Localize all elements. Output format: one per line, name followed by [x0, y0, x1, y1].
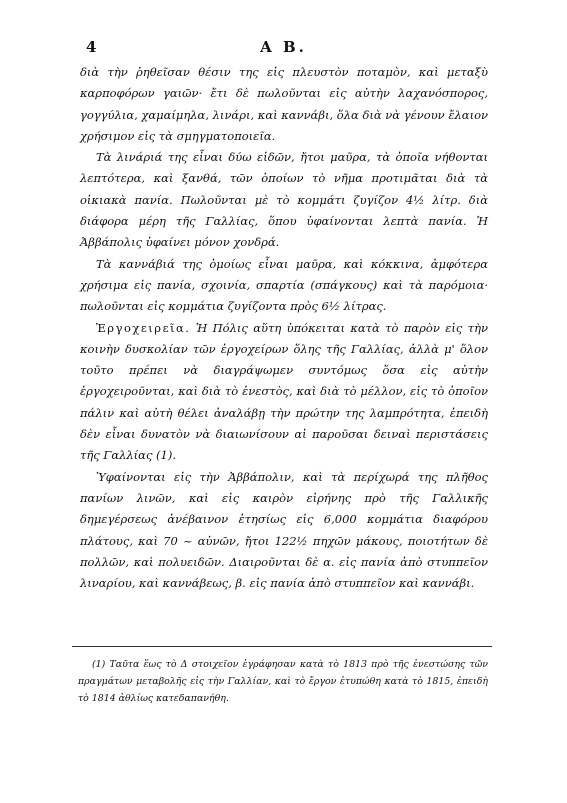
paragraph-5: Ὑφαίνονται εἰς τὴν Ἀββάπολιν, καὶ τὰ περίχωρά της πλῆθος πανίων λινῶν, καὶ εἰς καιρὸν εἰρήνης πρὸ τῆς Γαλλικῆς δημεγέρσεως ἀνέβαινον ἐτησίως εἰς 6,000 κομμάτια διαφόρου πλάτους, καὶ 70 ~ αὐνῶν, ἤτοι 122½ πηχῶν μάκους, ποιοτήτων δὲ πολλῶν, καὶ πολυειδῶν. Διαιροῦνται δὲ α. εἰς πανία ἀπὸ στυππεῖον λιναρίου, καὶ καννάβεως, β. εἰς πανία ἀπὸ στυππεῖον καὶ καννάβι.	[80, 469, 488, 591]
main-text	[80, 62, 488, 594]
page-header	[86, 38, 481, 58]
page-number: 4	[86, 38, 97, 56]
footnote-rule	[72, 646, 492, 647]
paragraph-1: διὰ τὴν ῥηθεῖσαν θέσιν της εἰς πλευστὸν ποταμὸν, καὶ μεταξὺ καρποφόρων γαιῶν· ἔτι δὲ πωλοῦνται εἰς αὐτὴν λαχανόσπορος, γογγύλια, χαμαίμηλα, λινάρι, καὶ καννάβι, ὅλα διὰ νὰ γένουν ἔλαιον χρήσιμον εἰς τὰ σμηγματοποιεῖα.	[80, 65, 488, 143]
section-heading: Ἐργοχειρεῖα.	[96, 320, 191, 335]
section-text: Ἡ Πόλις αὕτη ὑπόκειται κατὰ τὸ παρὸν εἰς τὴν κοινὴν δυσκολίαν τῶν ἐργοχείρων ὅλης τῆς Γαλλίας, ἀλλὰ μ' ὅλον τοῦτο πρέπει νὰ διαγράψωμεν συντόμως ὅσα εἰς αὐτὴν ἐργοχειροῦνται, καὶ διὰ τὸ ἐνεστὸς, καὶ διὰ τὸ μέλλον, εἰς τὸ ὁποῖον πάλιν καὶ αὐτὴ θέλει ἀναλάβῃ τὴν πρώτην της λαμπρότητα, ἐπειδὴ δὲν εἶναι δυνατὸν νὰ διαιωνίσουν αἱ παροῦσαι δειναὶ περιστάσεις τῆς Γαλλίας (1).	[80, 320, 488, 463]
footnote	[78, 656, 488, 707]
paragraph-2: Τὰ λινάριά της εἶναι δύω εἰδῶν, ἤτοι μαῦρα, τὰ ὁποῖα νήθονται λεπτότερα, καὶ ξανθά, τῶν ὁποίων τὸ νῆμα προτιμᾶται διὰ τὰ οἰκιακὰ πανία. Πωλοῦνται μὲ τὸ κομμάτι ζυγίζον 4½ λίτρ. διὰ διάφορα μέρη τῆς Γαλλίας, ὅπου ὑφαίνονται λεπτὰ πανία. Ἡ Ἀββάπολις ὑφαίνει μόνον χονδρά.	[80, 150, 488, 250]
section-paragraph	[80, 318, 488, 467]
footnote-text: (1) Ταῦτα ἕως τὸ Δ στοιχεῖον ἐγράφησαν κατὰ τὸ 1813 πρὸ τῆς ἐνεστώσης τῶν πραγμάτων μεταβολῆς εἰς τὴν Γαλλίαν, καὶ τὸ ἔργον ἐτυπώθη κατὰ τὸ 1815, ἐπειδὴ τὸ 1814 ἀθλίως κατεδαπανήθη.	[78, 659, 488, 704]
paragraph-3: Τὰ καννάβιά της ὁμοίως εἶναι μαῦρα, καὶ κόκκινα, ἀμφότερα χρήσιμα εἰς πανία, σχοινία, σπαρτία (σπάγκους) καὶ τὰ παρόμοια· πωλοῦνται εἰς κομμάτια ζυγίζοντα πρὸς 6½ λίτρας.	[80, 256, 488, 314]
signature-mark: Α Β.	[260, 38, 307, 56]
